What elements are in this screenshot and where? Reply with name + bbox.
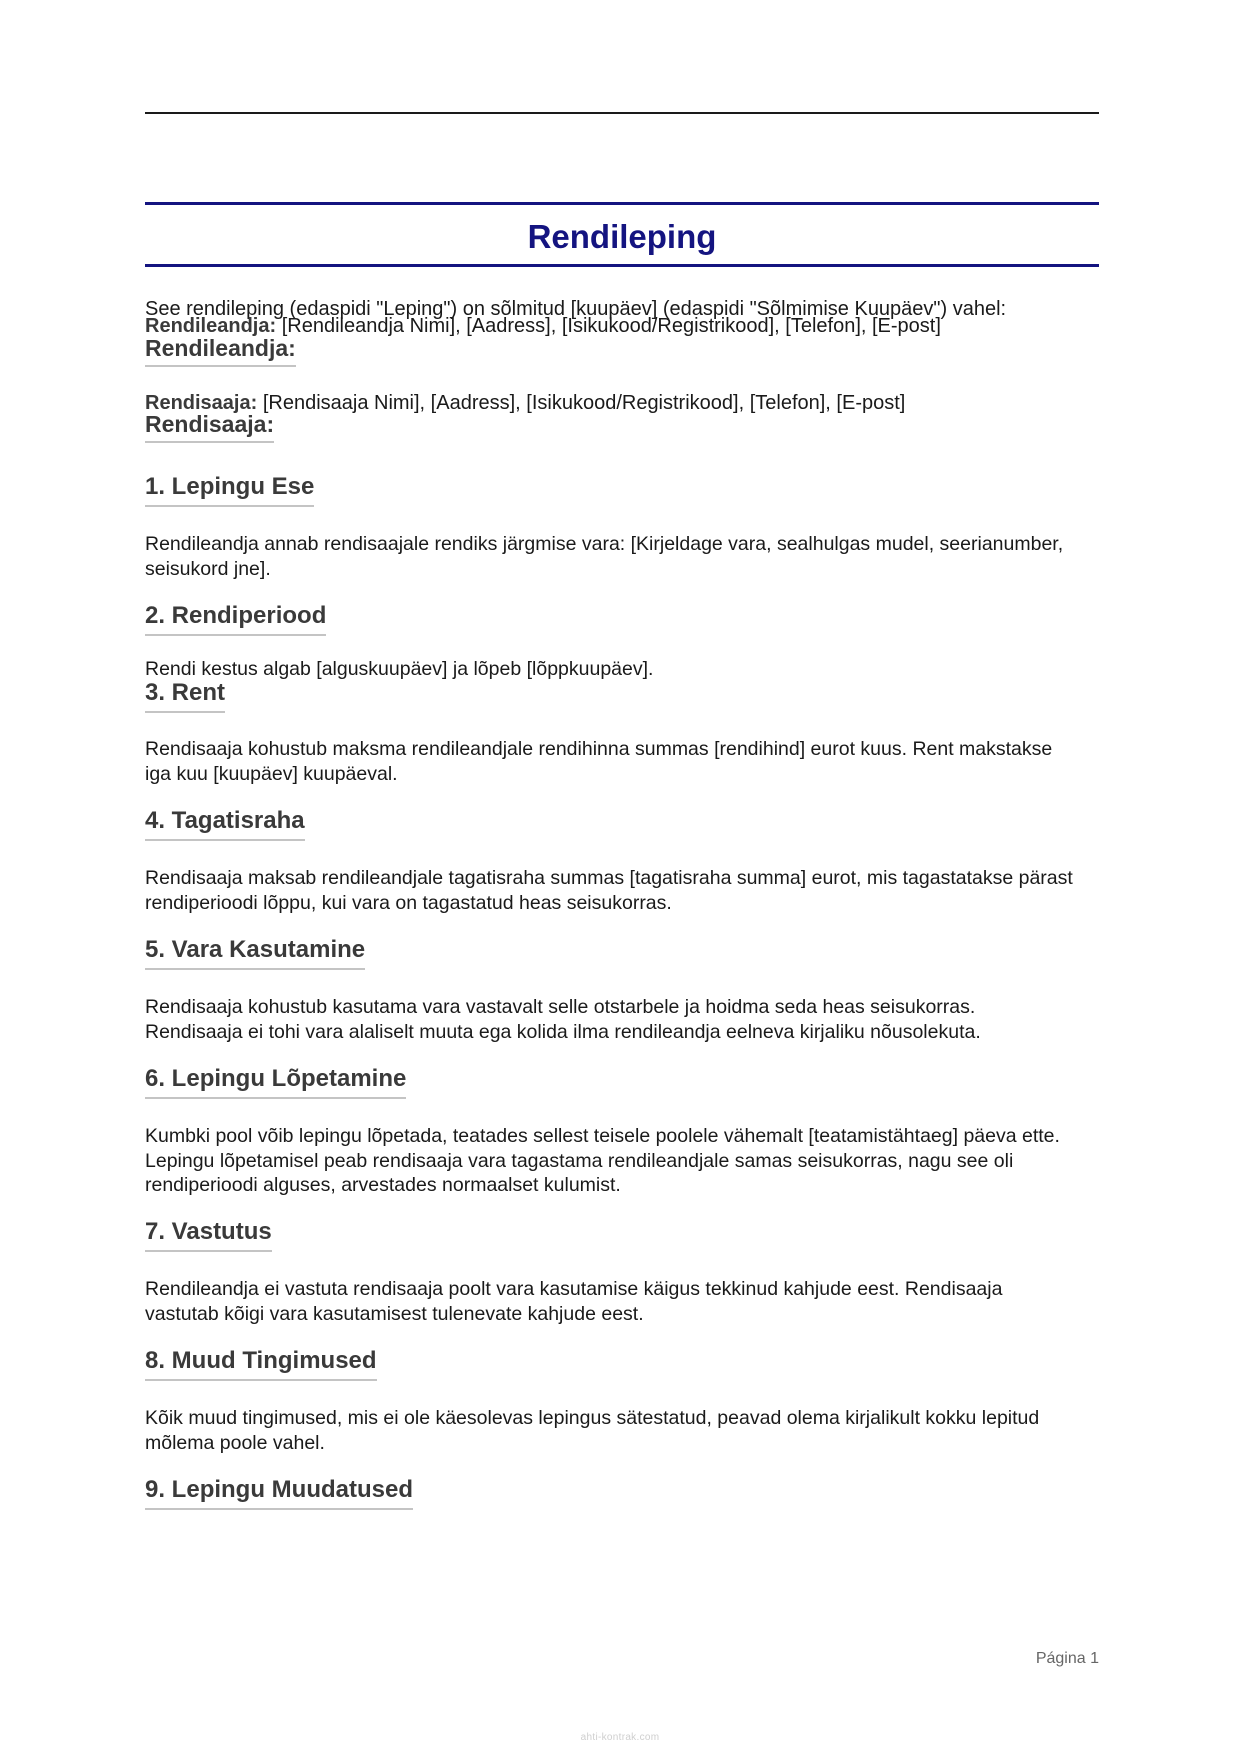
section-body: Kumbki pool võib lepingu lõpetada, teatades sellest teisele poolele vähemalt [teatamistähtaeg] päeva ette. Lepingu lõpetamisel peab rendisaaja vara tagastama rendileandjale samas seisukorras, nagu see oli rendiperioodi alguses, arvestades normaalset kulumist. <box>145 1125 1060 1196</box>
page-number: Página 1 <box>1035 1650 1099 1667</box>
section-body: Rendisaaja maksab rendileandjale tagatisraha summas [tagatisraha summa] eurot, mis tagastatakse pärast rendiperioodi lõppu, kui vara on tagastatud heas seisukorras. <box>145 867 1073 914</box>
section-body: Rendileandja ei vastuta rendisaaja poolt vara kasutamise käigus tekkinud kahjude eest. Rendisaaja vastutab kõigi vara kasutamisest tulenevate kahjude eest. <box>145 1278 1003 1325</box>
tenant-label: Rendisaaja: <box>145 392 258 414</box>
section-body: Rendisaaja kohustub maksma rendileandjale rendihinna summas [rendihind] eurot kuus. Rent makstakse iga kuu [kuupäev] kuupäeval. <box>145 738 1053 785</box>
landlord-label: Rendileandja: <box>145 315 277 337</box>
section-heading: 7. Vastutus <box>145 1217 272 1252</box>
section-heading: 5. Vara Kasutamine <box>145 935 365 970</box>
tenant-value: [Rendisaaja Nimi], [Aadress], [Isikukood/Registrikood], [Telefon], [E-post] <box>262 392 906 414</box>
section-heading: 1. Lepingu Ese <box>145 472 314 507</box>
section-heading: 6. Lepingu Lõpetamine <box>145 1064 406 1099</box>
section-heading: 4. Tagatisraha <box>145 806 305 841</box>
top-rule <box>145 112 1099 114</box>
section-body: Rendi kestus algab [alguskuupäev] ja lõpeb [lõppkuupäev]. <box>145 658 654 680</box>
section-body: Kõik muud tingimused, mis ei ole käesolevas lepingus sätestatud, peavad olema kirjalikult kokku lepitud mõlema poole vahel. <box>145 1407 1040 1454</box>
section-heading: 9. Lepingu Muudatused <box>145 1475 413 1510</box>
section-body: Rendisaaja kohustub kasutama vara vastavalt selle otstarbele ja hoidma seda heas seisukorras. Rendisaaja ei tohi vara alaliselt muuta ega kolida ilma rendileandja eelneva kirjaliku nõusolekuta. <box>145 996 981 1043</box>
intro-text: See rendileping (edaspidi "Leping") on sõlmitud [kuupäev] (edaspidi "Sõlmimise Kuupäev") vahel: <box>145 298 1007 320</box>
section-heading: 3. Rent <box>145 678 225 713</box>
landlord-value: [Rendileandja Nimi], [Aadress], [Isikukood/Registrikood], [Telefon], [E-post] <box>281 315 941 337</box>
landlord-heading: Rendileandja: <box>145 334 296 367</box>
section-heading: 2. Rendiperiood <box>145 601 326 636</box>
tenant-heading: Rendisaaja: <box>145 410 274 443</box>
watermark: ahti-kontrak.com <box>580 1732 660 1743</box>
section-heading: 8. Muud Tingimused <box>145 1346 377 1381</box>
document-title: Rendileping <box>527 218 717 255</box>
title-block <box>145 202 1099 267</box>
section-body: Rendileandja annab rendisaajale rendiks järgmise vara: [Kirjeldage vara, sealhulgas mudel, seerianumber, seisukord jne]. <box>145 533 1064 580</box>
